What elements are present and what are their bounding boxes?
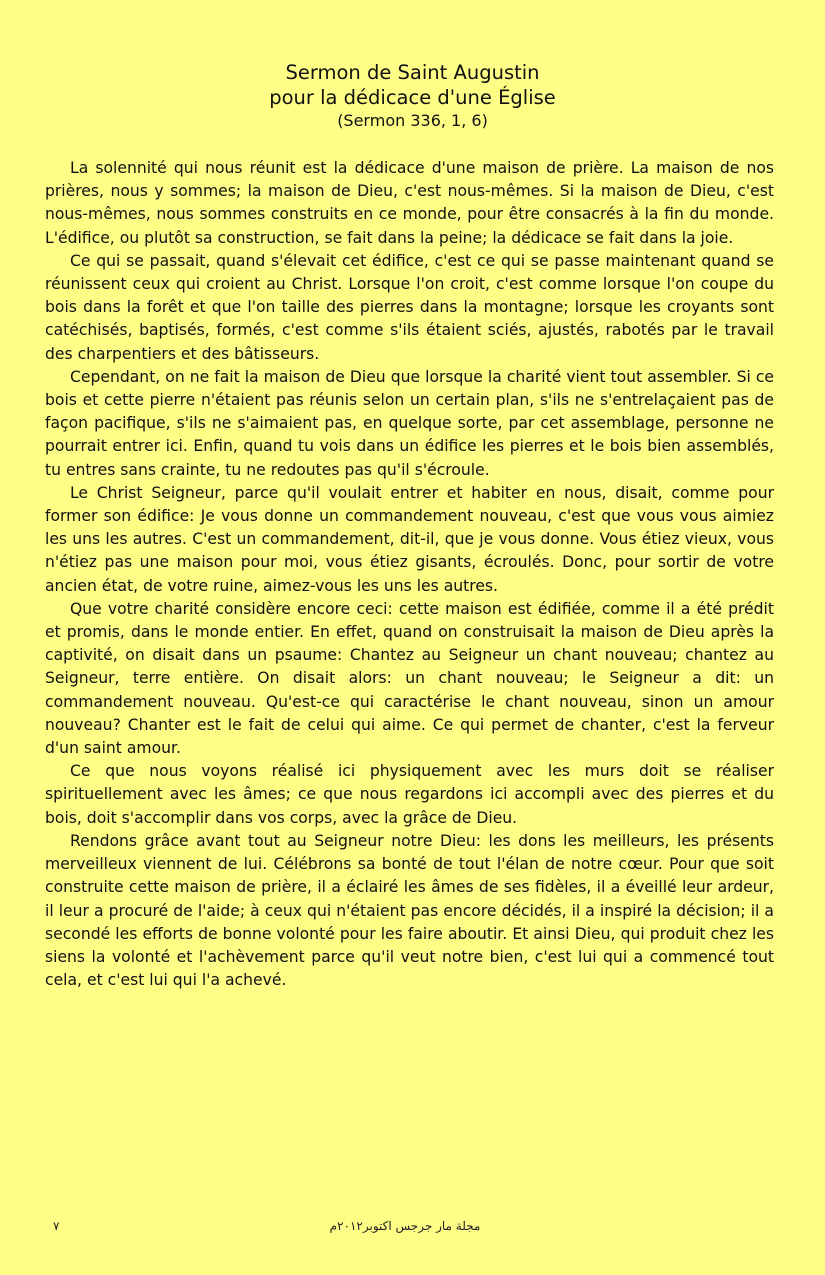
paragraph: Le Christ Seigneur, parce qu'il voulait entrer et habiter en nous, disait, comme pour former son édifice: Je vous donne un commandement nouveau, c'est que vous vous aimiez les uns les autres. C'est un commandement, dit-il, que je vous donne. Vous étiez vieux, vous n'étiez pas une maison pour moi, vous étiez gisants, écroulés. Donc, pour sortir de votre ancien état, de votre ruine, aimez-vous les uns les autres.: [45, 483, 774, 595]
paragraph: La solennité qui nous réunit est la dédicace d'une maison de prière. La maison de nos prières, nous y sommes; la maison de Dieu, c'est nous-mêmes. Si la maison de Dieu, c'est nous-mêmes, nous sommes construits en ce monde, pour être consacrés à la fin du monde. L'édifice, ou plutôt sa construction, se fait dans la peine; la dédicace se fait dans la joie.: [45, 159, 774, 247]
journal-name: مجلة مار جرجس اكتوبر٢٠١٢م: [329, 1219, 481, 1233]
paragraph: Ce que nous voyons réalisé ici physiquement avec les murs doit se réaliser spirituellement avec les âmes; ce que nous regardons ici accompli avec des pierres et du bois, doit s'accomplir dans vos corps, avec la grâce de Dieu.: [45, 762, 774, 827]
sermon-body: [45, 157, 774, 992]
paragraph: Cependant, on ne fait la maison de Dieu que lorsque la charité vient tout assembler. Si ce bois et cette pierre n'étaient pas réunis selon un certain plan, s'ils ne s'entrelaçaient pas de façon pacifique, s'ils ne s'aimaient pas, en quelque sorte, par cet assemblage, personne ne pourrait entrer ici. Enfin, quand tu vois dans un édifice les pierres et le bois bien assemblés, tu entres sans crainte, tu ne redoutes pas qu'il s'écroule.: [45, 367, 774, 479]
paragraph: Que votre charité considère encore ceci: cette maison est édifiée, comme il a été prédit et promis, dans le monde entier. En effet, quand on construisait la maison de Dieu après la captivité, on disait dans un psaume: Chantez au Seigneur un chant nouveau; chantez au Seigneur, terre entière. On disait alors: un chant nouveau; le Seigneur a dit: un commandement nouveau. Qu'est-ce qui caractérise le chant nouveau, sinon un amour nouveau? Chanter est le fait de celui qui aime. Ce qui permet de chanter, c'est la ferveur d'un saint amour.: [45, 599, 774, 758]
paragraph: Rendons grâce avant tout au Seigneur notre Dieu: les dons les meilleurs, les présents merveilleux viennent de lui. Célébrons sa bonté de tout l'élan de notre cœur. Pour que soit construite cette maison de prière, il a éclairé les âmes de ses fidèles, il a éveillé leur ardeur, il leur a procuré de l'aide; à ceux qui n'étaient pas encore décidés, il a inspiré la décision; il a secondé les efforts de bonne volonté pour les faire aboutir. Et ainsi Dieu, qui produit chez les siens la volonté et l'achèvement parce qu'il veut notre bien, c'est lui qui a commencé tout cela, et c'est lui qui l'a achevé.: [45, 831, 774, 990]
paragraph: Ce qui se passait, quand s'élevait cet édifice, c'est ce qui se passe maintenant quand se réunissent ceux qui croient au Christ. Lorsque l'on croit, c'est comme lorsque l'on coupe du bois dans la forêt et que l'on taille des pierres dans la montagne; lorsque les croyants sont catéchisés, baptisés, formés, c'est comme s'ils étaient sciés, ajustés, rabotés par le travail des charpentiers et des bâtisseurs.: [45, 251, 774, 363]
sermon-reference: (Sermon 336, 1, 6): [337, 111, 488, 130]
title-line-1: Sermon de Saint Augustin: [285, 61, 540, 84]
page-footer: [0, 1219, 825, 1239]
title-block: [0, 60, 825, 132]
title-line-2: pour la dédicace d'une Église: [269, 86, 556, 109]
page-number: ٧: [53, 1219, 60, 1233]
